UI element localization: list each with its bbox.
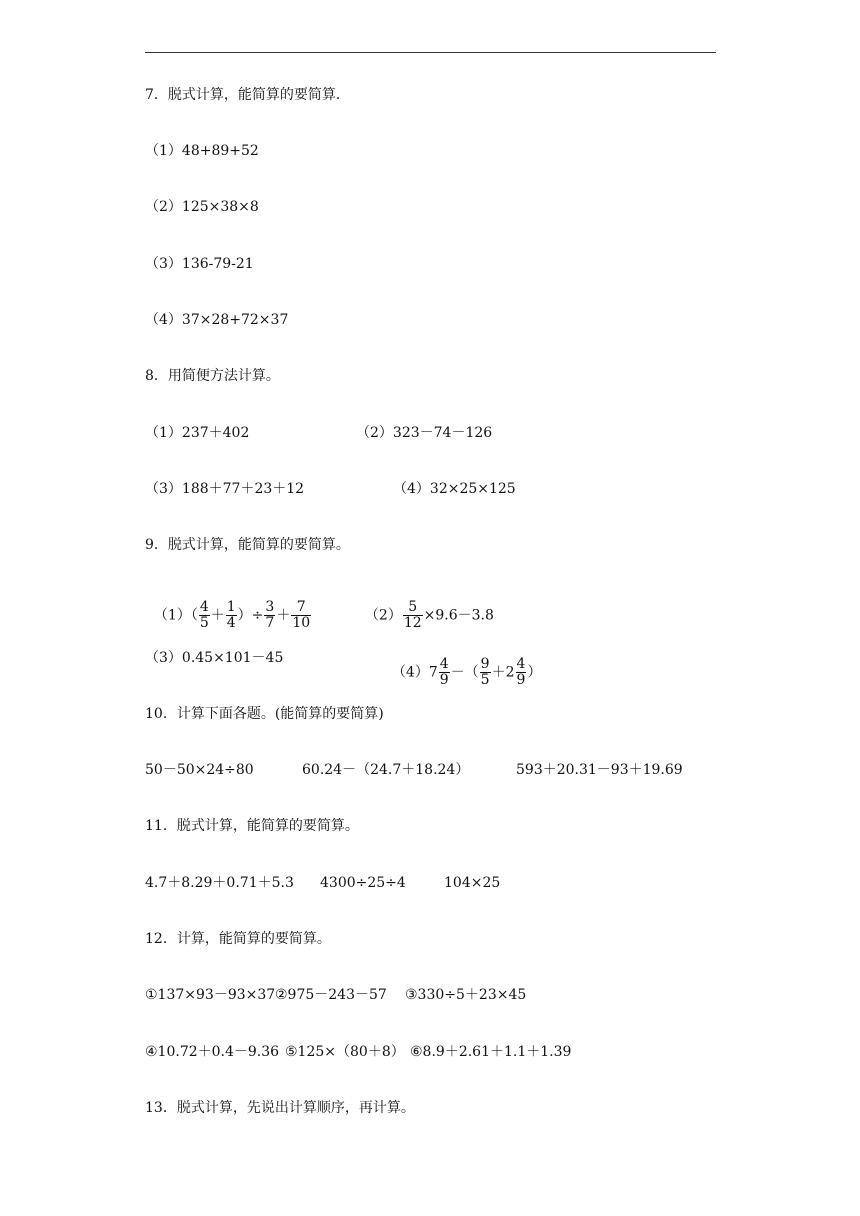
q9-p4-fraction-2: $\frac{9}{5}$ — [480, 656, 490, 688]
q11-item-1: 4.7＋8.29＋0.71＋5.3 — [145, 875, 294, 891]
q12-item-6: ⑥8.9＋2.61＋1.1＋1.39 — [410, 1044, 572, 1060]
q8-title: 8．用简便方法计算。 — [145, 368, 280, 384]
q8-item-4: （4）32×25×125 — [393, 481, 516, 497]
q7-item-2: （2）125×38×8 — [145, 199, 259, 215]
q9-title: 9．脱式计算，能简算的要简算。 — [145, 537, 350, 553]
q9-p4-whole-2: 2 — [505, 664, 515, 681]
q9-p1-open: （ — [190, 607, 198, 624]
q7-item-1: （1）48+89+52 — [145, 143, 259, 159]
q9-p2-rest: ×9.6－3.8 — [423, 607, 494, 624]
q9-p4-plus: ＋ — [491, 664, 506, 681]
q10-title: 10．计算下面各题。(能简算的要简算) — [145, 706, 384, 722]
q10-item-3: 593＋20.31－93＋19.69 — [516, 762, 683, 778]
q9-problem-1 — [145, 584, 312, 631]
q7-item-4: （4）37×28+72×37 — [145, 312, 289, 328]
q8-item-2: （2）323－74－126 — [356, 425, 493, 441]
q9-p1-label: （1） — [153, 607, 191, 624]
q11-title: 11．脱式计算，能简算的要简算。 — [145, 818, 359, 834]
q9-p2-label: （2） — [364, 607, 402, 624]
header-rule — [145, 52, 716, 53]
q12-item-1: ①137×93－93×37 — [145, 987, 276, 1003]
q13-title: 13．脱式计算，先说出计算顺序，再计算。 — [145, 1100, 415, 1116]
q7-title: 7．脱式计算，能简算的要简算． — [145, 87, 350, 103]
q9-p1-plus: ＋ — [210, 607, 225, 624]
q7-item-3: （3）136-79-21 — [145, 256, 254, 272]
q8-item-1: （1）237＋402 — [145, 425, 250, 441]
q12-item-4: ④10.72＋0.4－9.36 — [145, 1044, 280, 1060]
q8-item-3: （3）188＋77＋23＋12 — [145, 481, 305, 497]
q9-problem-4 — [383, 641, 541, 688]
q10-item-2: 60.24－（24.7＋18.24） — [302, 762, 470, 778]
q12-title: 12．计算，能简算的要简算。 — [145, 931, 331, 947]
q9-p4-label: （4） — [391, 664, 429, 681]
q9-p4-minus: －（ — [450, 664, 479, 681]
q9-p4-close: ） — [527, 664, 542, 681]
q9-p1-fraction-1: $\frac{4}{5}$ — [199, 599, 209, 631]
q9-p1-fraction-3: $\frac{3}{7}$ — [265, 599, 275, 631]
q12-item-5: ⑤125×（80＋8） — [285, 1044, 405, 1060]
q10-item-1: 50－50×24÷80 — [145, 762, 254, 778]
q9-problem-3: （3）0.45×101－45 — [145, 650, 284, 666]
q9-p1-fraction-2: $\frac{1}{4}$ — [226, 599, 236, 631]
q9-p1-plus-2: ＋ — [276, 607, 291, 624]
q9-p4-fraction-3: $\frac{4}{9}$ — [516, 656, 526, 688]
q9-p2-fraction: $\frac{5}{12}$ — [403, 599, 422, 631]
q9-p4-fraction-1: $\frac{4}{9}$ — [439, 656, 449, 688]
q9-p1-close-divide: ）÷ — [237, 607, 264, 624]
q11-item-3: 104×25 — [444, 875, 501, 891]
q11-item-2: 4300÷25÷4 — [320, 875, 406, 891]
q9-p1-fraction-4: $\frac{7}{10}$ — [292, 599, 311, 631]
q9-p4-whole-1: 7 — [428, 664, 438, 681]
q12-item-3: ③330÷5＋23×45 — [405, 987, 527, 1003]
q9-problem-2 — [356, 584, 494, 631]
q12-item-2: ②975－243－57 — [275, 987, 387, 1003]
